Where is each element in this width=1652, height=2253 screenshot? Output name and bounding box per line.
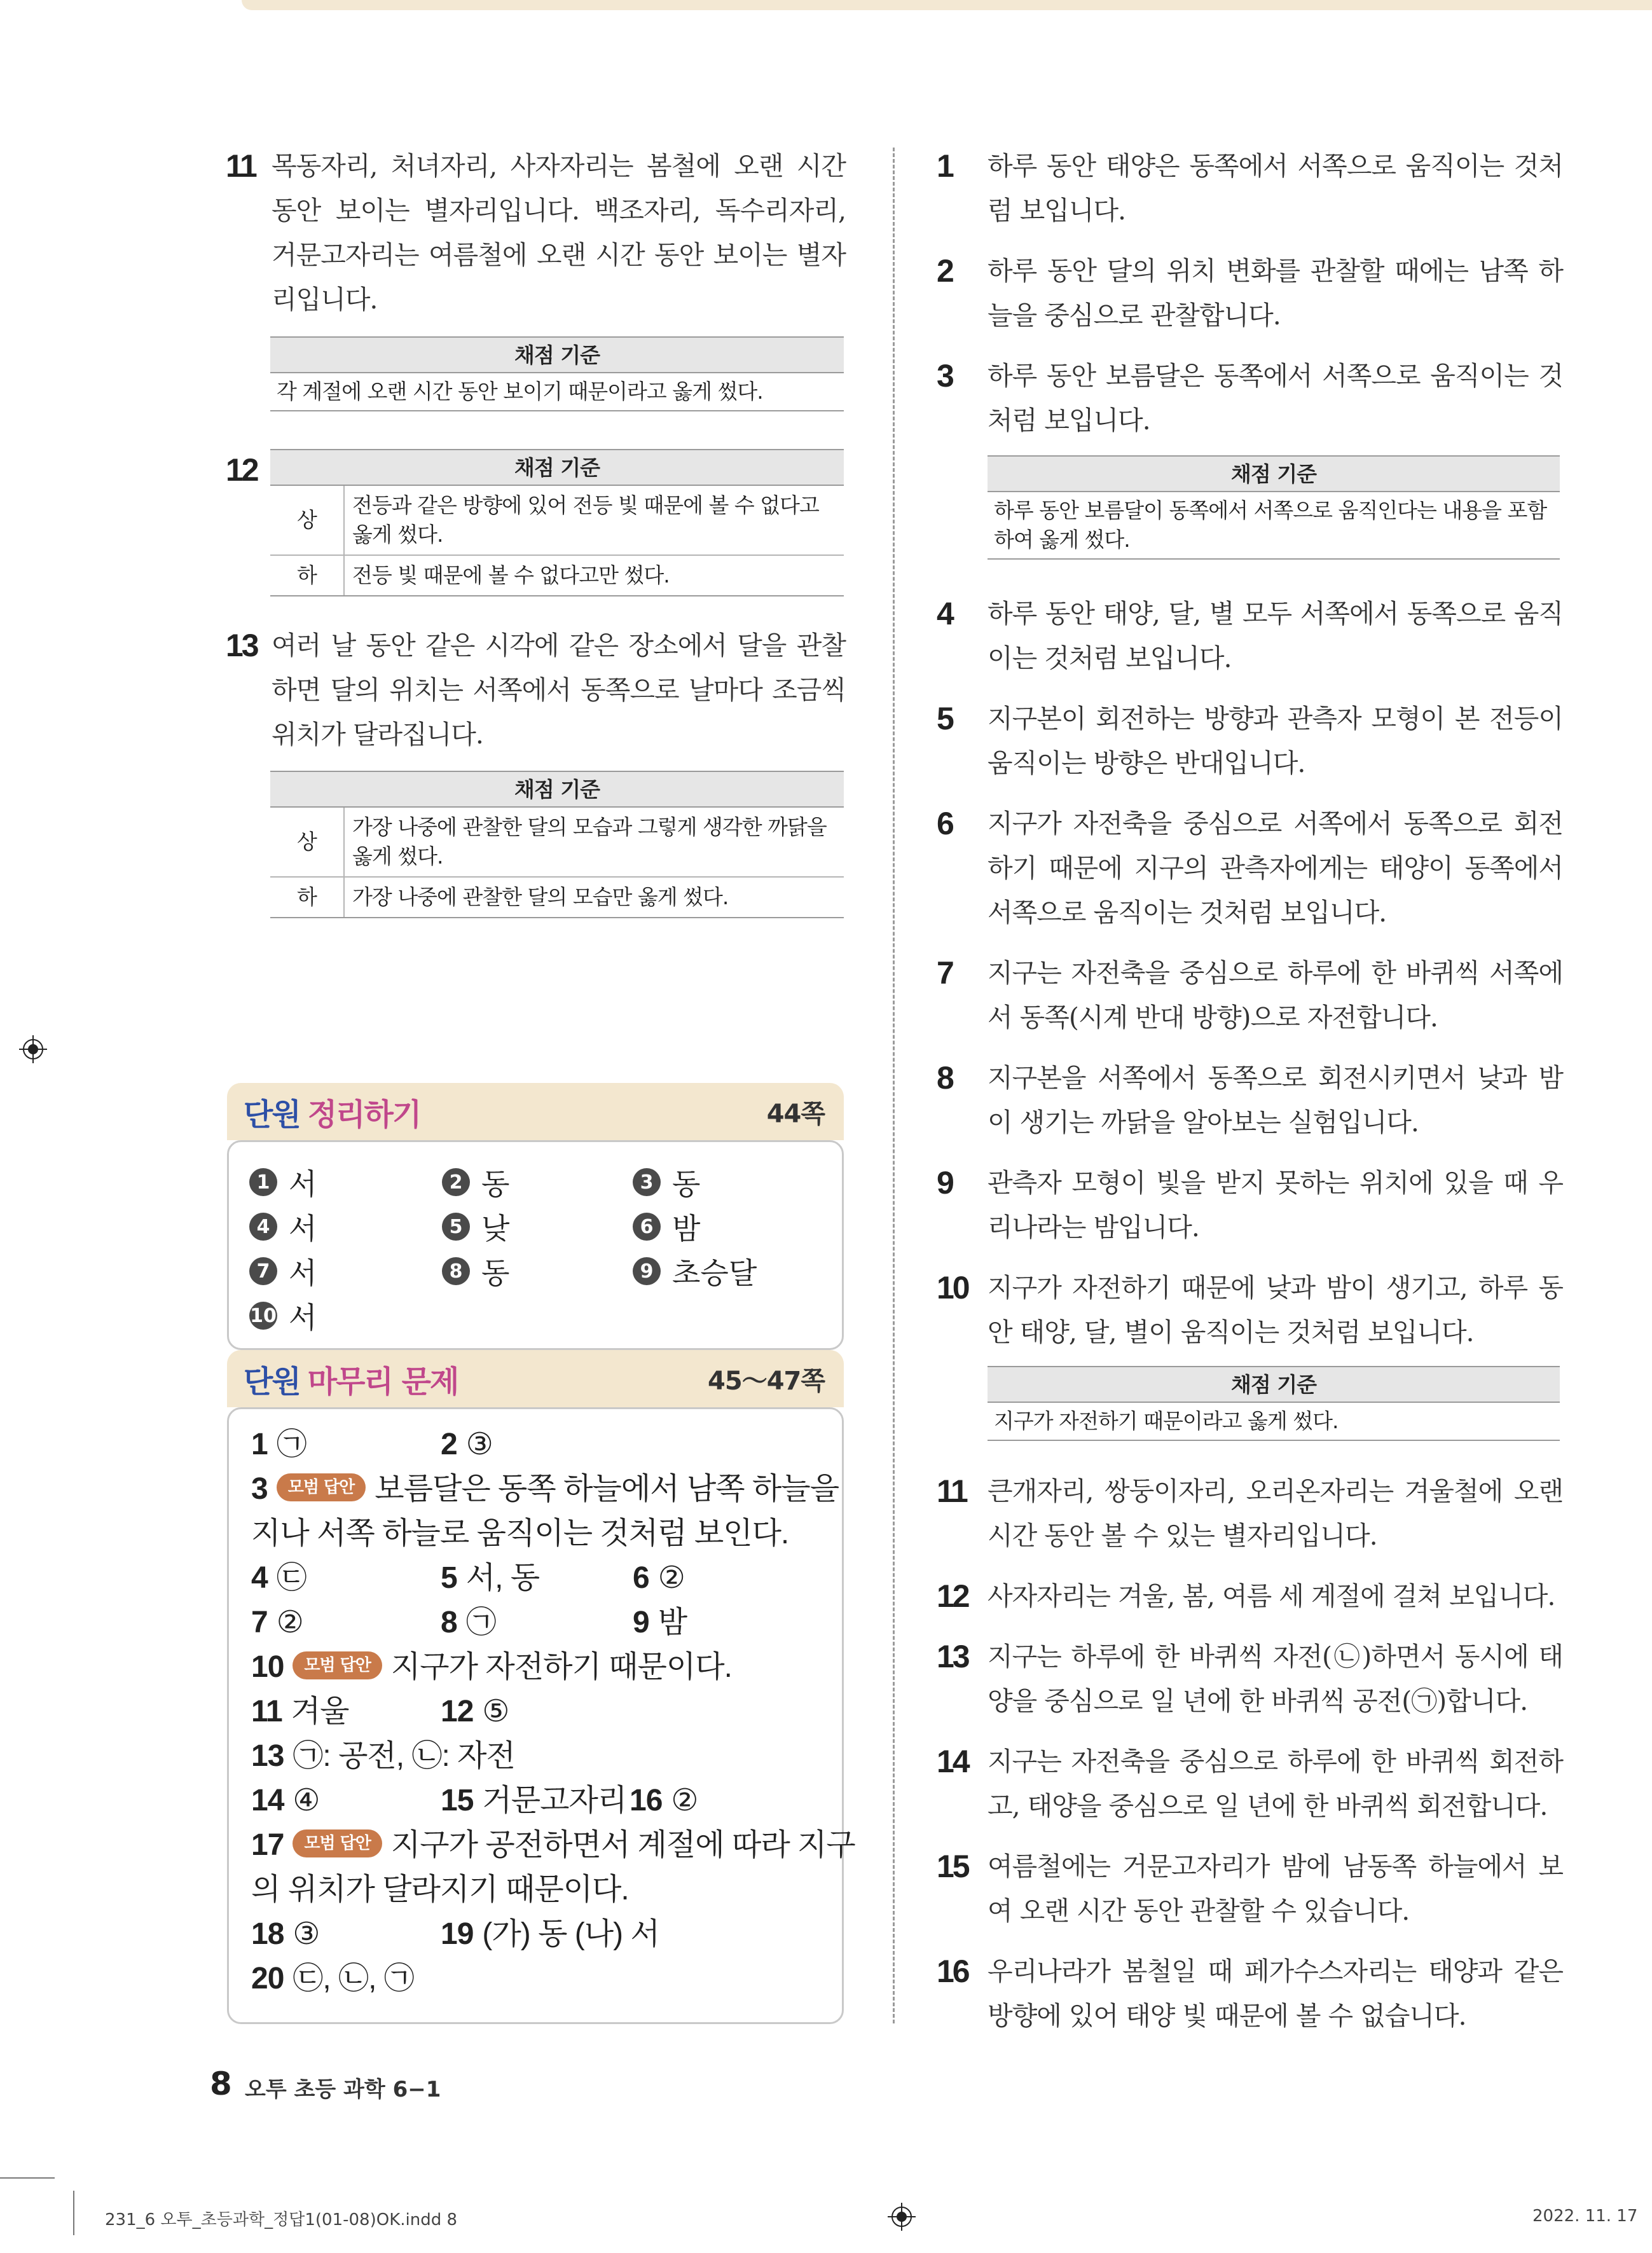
item-number: 3 — [937, 358, 953, 394]
grade-cell: 상 — [270, 808, 344, 877]
summary-answer: 5 낮 — [442, 1206, 509, 1248]
unit-review-header — [227, 1350, 844, 1407]
right-item-5 — [937, 696, 1563, 785]
scoring-header: 채점 기준 — [988, 1367, 1560, 1403]
registration-mark-icon — [19, 1035, 47, 1063]
scoring-header: 채점 기준 — [988, 457, 1560, 492]
right-item-11 — [937, 1469, 1563, 1558]
left-item-13 — [226, 623, 846, 757]
item-text: 여러 날 동안 같은 시각에 같은 장소에서 달을 관찰하면 달의 위치는 서쪽에서 동쪽으로 날마다 조금씩 위치가 달라집니다. — [272, 630, 846, 750]
scoring-table-13 — [270, 771, 844, 918]
item-number: 5 — [937, 701, 953, 736]
right-item-10 — [937, 1265, 1563, 1354]
scoring-text: 하루 동안 보름달이 동쪽에서 서쪽으로 움직인다는 내용을 포함하여 옳게 썼다. — [994, 498, 1547, 552]
right-item-3 — [937, 354, 1563, 443]
right-item-7 — [937, 951, 1563, 1040]
date-imprint: 2022. 11. 17 — [1532, 2207, 1638, 2226]
review-answer-cont: 지나 서쪽 하늘로 움직이는 것처럼 보인다. — [251, 1517, 789, 1550]
review-answer: 2 ③ — [441, 1428, 493, 1461]
review-answer: 1 ㉠ — [251, 1428, 306, 1461]
review-answer: 6 ② — [633, 1561, 685, 1595]
scoring-table-11 — [270, 336, 844, 411]
item-text: 하루 동안 달의 위치 변화를 관찰할 때에는 남쪽 하늘을 중심으로 관찰합니다. — [988, 256, 1563, 331]
review-answer-cont: 의 위치가 달라지기 때문이다. — [251, 1873, 629, 1906]
summary-answer: 6 밤 — [633, 1206, 700, 1248]
summary-answer: 10 서 — [250, 1300, 317, 1335]
summary-answer: 3 동 — [633, 1161, 700, 1203]
page-reference: 44쪽 — [766, 1099, 825, 1129]
right-item-15 — [937, 1844, 1563, 1933]
item-text: 하루 동안 태양, 달, 별 모두 서쪽에서 동쪽으로 움직이는 것처럼 보입니다. — [988, 598, 1563, 673]
criteria-cell: 가장 나중에 관찰한 달의 모습만 옳게 썼다. — [344, 877, 844, 917]
section-title: 단원 마무리 문제 — [244, 1363, 458, 1400]
column-divider — [893, 148, 895, 2023]
right-item-4 — [937, 591, 1563, 680]
item-number: 4 — [937, 596, 953, 631]
grade-cell: 하 — [270, 555, 344, 595]
item-number: 2 — [937, 253, 953, 289]
item-text: 하루 동안 태양은 동쪽에서 서쪽으로 움직이는 것처럼 보입니다. — [988, 151, 1563, 226]
right-item-9 — [937, 1161, 1563, 1250]
registration-mark-icon — [888, 2203, 916, 2231]
model-answer-badge: 모범 답안 — [293, 1651, 382, 1679]
item-text: 여름철에는 거문고자리가 밤에 남동쪽 하늘에서 보여 오랜 시간 동안 관찰할 수 있습니다. — [988, 1851, 1563, 1926]
item-number: 13 — [226, 628, 258, 663]
right-item-14 — [937, 1739, 1563, 1828]
criteria-cell: 전등 빛 때문에 볼 수 없다고만 썼다. — [344, 555, 844, 595]
item-text: 지구본을 서쪽에서 동쪽으로 회전시키면서 낮과 밤이 생기는 까닭을 알아보는 실험입니다. — [988, 1063, 1563, 1138]
scoring-text: 지구가 자전하기 때문이라고 옳게 썼다. — [994, 1409, 1339, 1433]
review-answer: 7 ② — [251, 1606, 303, 1639]
file-imprint: 231_6 오투_초등과학_정답1(01-08)OK.indd 8 — [105, 2210, 458, 2229]
scoring-header: 채점 기준 — [270, 450, 844, 486]
review-answer: 8 ㉠ — [441, 1606, 496, 1639]
table-row — [270, 808, 844, 877]
review-answer: 14 ④ — [251, 1784, 320, 1817]
summary-answer: 8 동 — [442, 1250, 509, 1292]
review-answer: 16 ② — [630, 1784, 698, 1817]
item-text: 지구는 자전축을 중심으로 하루에 한 바퀴씩 서쪽에서 동쪽(시계 반대 방향)으로 자전합니다. — [988, 958, 1563, 1033]
item-number: 9 — [937, 1165, 953, 1201]
grade-cell: 하 — [270, 877, 344, 917]
item-text: 지구는 자전축을 중심으로 하루에 한 바퀴씩 회전하고, 태양을 중심으로 일 년에 한 바퀴씩 회전합니다. — [988, 1746, 1563, 1821]
table-row — [270, 877, 844, 917]
model-answer-badge: 모범 답안 — [293, 1829, 382, 1857]
item-number: 1 — [937, 148, 953, 184]
scoring-table-12 — [270, 449, 844, 596]
summary-answer: 2 동 — [442, 1161, 509, 1203]
section-title: 단원 정리하기 — [244, 1096, 421, 1133]
item-number: 16 — [937, 1953, 968, 1989]
unit-summary-box — [227, 1140, 844, 1350]
review-answer: 13 ㉠: 공전, ㉡: 자전 — [251, 1739, 515, 1773]
right-item-8 — [937, 1056, 1563, 1145]
review-answer: 11 겨울 — [251, 1695, 349, 1728]
item-text: 목동자리, 처녀자리, 사자자리는 봄철에 오랜 시간 동안 보이는 별자리입니다. 백조자리, 독수리자리, 거문고자리는 여름철에 오랜 시간 동안 보이는 별자리입니다. — [272, 151, 846, 315]
right-item-16 — [937, 1949, 1563, 2038]
book-title: 오투 초등 과학 6−1 — [245, 2077, 441, 2102]
review-answer: 9 밤 — [633, 1606, 687, 1639]
item-number: 11 — [937, 1473, 967, 1509]
right-item-13 — [937, 1634, 1563, 1723]
item-number: 7 — [937, 955, 953, 991]
review-answer: 15 거문고자리 — [441, 1784, 627, 1817]
scoring-table-r10 — [988, 1366, 1560, 1441]
item-text: 지구가 자전축을 중심으로 서쪽에서 동쪽으로 회전하기 때문에 지구의 관측자에게는 태양이 동쪽에서 서쪽으로 움직이는 것처럼 보입니다. — [988, 808, 1563, 928]
grade-cell: 상 — [270, 486, 344, 555]
item-number: 13 — [937, 1639, 968, 1674]
scoring-header: 채점 기준 — [270, 772, 844, 808]
model-answer-badge: 모범 답안 — [277, 1473, 366, 1501]
scoring-header: 채점 기준 — [270, 338, 844, 373]
item-text: 지구본이 회전하는 방향과 관측자 모형이 본 전등이 움직이는 방향은 반대입니다. — [988, 703, 1563, 778]
item-text: 지구가 자전하기 때문에 낮과 밤이 생기고, 하루 동안 태양, 달, 별이 움직이는 것처럼 보입니다. — [988, 1272, 1563, 1347]
review-answer: 18 ③ — [251, 1917, 320, 1951]
page-number: 8 — [210, 2065, 232, 2102]
table-row — [270, 486, 844, 555]
right-item-2 — [937, 249, 1563, 338]
criteria-cell: 전등과 같은 방향에 있어 전등 빛 때문에 볼 수 없다고 옳게 썼다. — [352, 493, 819, 547]
item-number: 12 — [226, 452, 258, 488]
summary-answer: 7 서 — [249, 1250, 317, 1292]
criteria-cell: 가장 나중에 관찰한 달의 모습과 그렇게 생각한 까닭을 옳게 썼다. — [352, 815, 827, 869]
review-answer: 5 서, 동 — [441, 1561, 540, 1595]
review-answer: 4 ㉢ — [251, 1561, 306, 1595]
item-number: 14 — [937, 1744, 968, 1779]
summary-answer: 1 서 — [249, 1161, 317, 1203]
item-text: 사자자리는 겨울, 봄, 여름 세 계절에 걸쳐 보입니다. — [988, 1581, 1555, 1611]
summary-answer: 4 서 — [249, 1206, 317, 1248]
item-text: 큰개자리, 쌍둥이자리, 오리온자리는 겨울철에 오랜 시간 동안 볼 수 있는 별자리입니다. — [988, 1476, 1563, 1551]
scoring-table-r3 — [988, 455, 1560, 560]
item-number: 12 — [937, 1578, 968, 1614]
item-number: 6 — [937, 806, 953, 841]
item-text: 지구는 하루에 한 바퀴씩 자전(㉡)하면서 동시에 태양을 중심으로 일 년에 한 바퀴씩 공전(㉠)합니다. — [988, 1641, 1563, 1716]
right-item-12 — [937, 1574, 1563, 1618]
right-item-6 — [937, 801, 1563, 935]
item-number: 11 — [226, 148, 256, 184]
summary-answer: 9 초승달 — [633, 1250, 757, 1292]
review-answer: 20 ㉢, ㉡, ㉠ — [251, 1962, 414, 1995]
right-item-1 — [937, 144, 1563, 233]
item-number: 15 — [937, 1849, 968, 1884]
top-decor-band — [242, 0, 1652, 10]
page-reference: 45～47쪽 — [708, 1366, 825, 1396]
item-number: 10 — [937, 1270, 968, 1306]
review-answer: 17 모범 답안 지구가 공전하면서 계절에 따라 지구 — [251, 1828, 855, 1862]
crop-mark — [73, 2191, 74, 2235]
item-text: 우리나라가 봄철일 때 페가수스자리는 태양과 같은 방향에 있어 태양 빛 때문에 볼 수 없습니다. — [988, 1956, 1563, 2031]
unit-summary-header — [227, 1083, 844, 1140]
review-answer: 10 모범 답안 지구가 자전하기 때문이다. — [251, 1650, 732, 1684]
review-answer: 12 ⑤ — [441, 1695, 509, 1728]
review-answer: 19 (가) 동 (나) 서 — [441, 1917, 659, 1951]
table-row — [270, 555, 844, 595]
crop-mark — [0, 2177, 55, 2179]
left-item-11 — [226, 144, 846, 322]
review-answer: 3 모범 답안 보름달은 동쪽 하늘에서 남쪽 하늘을 — [251, 1472, 839, 1506]
item-number: 8 — [937, 1060, 953, 1096]
scoring-text: 각 계절에 오랜 시간 동안 보이기 때문이라고 옳게 썼다. — [277, 379, 763, 404]
left-item-12 — [226, 448, 272, 492]
item-text: 관측자 모형이 빛을 받지 못하는 위치에 있을 때 우리나라는 밤입니다. — [988, 1168, 1563, 1243]
item-text: 하루 동안 보름달은 동쪽에서 서쪽으로 움직이는 것처럼 보입니다. — [988, 361, 1563, 436]
